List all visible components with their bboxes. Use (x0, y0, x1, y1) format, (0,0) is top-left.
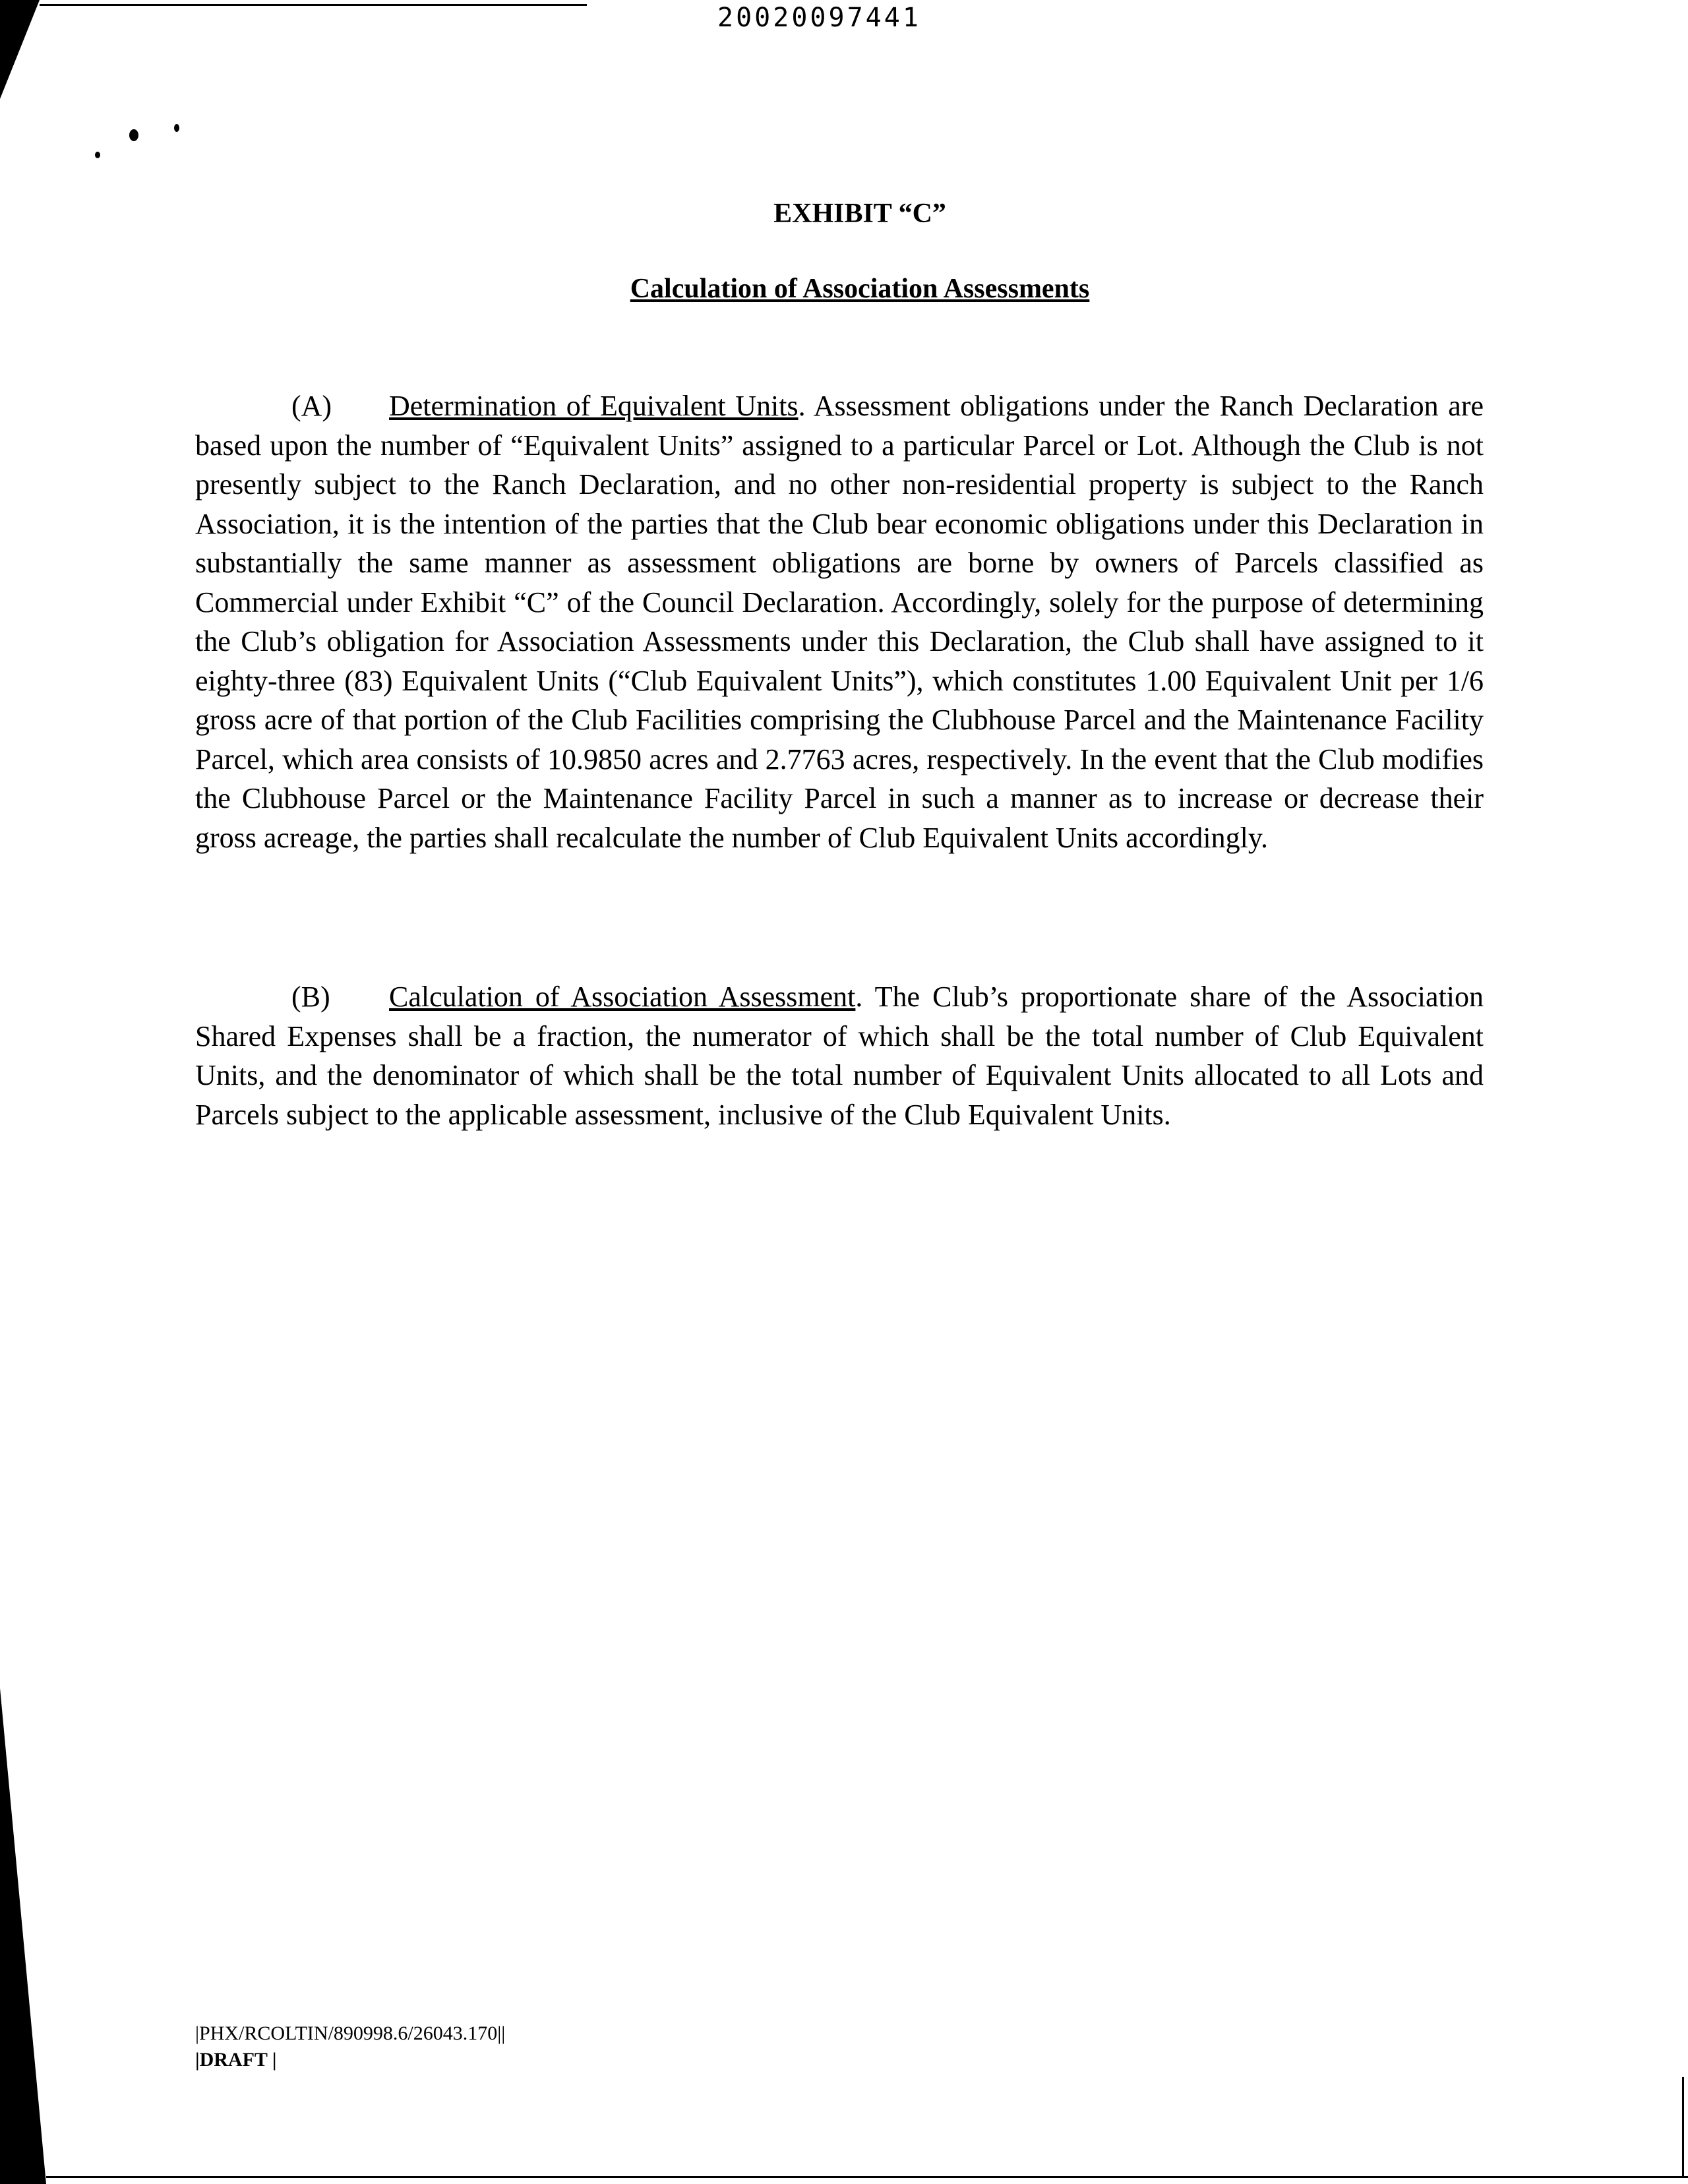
scan-line-top (40, 4, 587, 6)
paragraph-body: . Assessment obligations under the Ranch Declaration are based upon the number of “Equivalent Units” assigned to a particular Parcel or Lot. Although the Club is not presently subject to the Ranch Declaration, and no other non-residential property is subject to the Ranch Association, it is the intention of the parties that the Club bear economic obligations under this Declaration in substantially the same manner as assessment obligations are borne by owners of Parcels classified as Commercial under Exhibit “C” of the Council Declaration. Accordingly, solely for the purpose of determining the Club’s obligation for Association Assessments under this Declaration, the Club shall have assigned to it eighty-three (83) Equivalent Units (“Club Equivalent Units”), which constitutes 1.00 Equivalent Unit per 1/6 gross acre of that portion of the Club Facilities comprising the Clubhouse Parcel and the Maintenance Facility Parcel, which area consists of 10.9850 acres and 2.7763 acres, respectively. In the event that the Club modifies the Clubhouse Parcel or the Maintenance Facility Parcel in such a manner as to increase or decrease their gross acreage, the parties shall recalculate the number of Club Equivalent Units accordingly. (195, 390, 1484, 854)
footer-draft-label: |DRAFT | (195, 2049, 277, 2071)
paragraph-heading: Determination of Equivalent Units (389, 390, 799, 422)
paragraph-label: (A) (291, 390, 332, 422)
document-number: 20020097441 (717, 3, 921, 33)
scan-edge-top (0, 0, 40, 99)
exhibit-title: EXHIBIT “C” (773, 198, 946, 229)
paragraph-heading: Calculation of Association Assessment (389, 981, 856, 1013)
paragraph-a (195, 386, 1484, 857)
paragraph-b (195, 977, 1484, 1134)
scan-edge-left (0, 1688, 46, 2184)
scan-speck (129, 129, 138, 141)
paragraph-body: . The Club’s proportionate share of the Association Shared Expenses shall be a fraction, the numerator of which shall be the total number of Club Equivalent Units, and the denominator of which shall be the total number of Equivalent Units allocated to all Lots and Parcels subject to the applicable assessment, inclusive of the Club Equivalent Units. (195, 981, 1484, 1131)
footer (195, 2020, 505, 2073)
footer-reference: |PHX/RCOLTIN/890998.6/26043.170|| (195, 2022, 506, 2044)
exhibit-subtitle: Calculation of Association Assessments (630, 274, 1090, 304)
paragraph-label: (B) (291, 981, 330, 1013)
scan-line-bottom (46, 2176, 1688, 2178)
scan-speck (95, 152, 100, 158)
scan-line-right (1682, 2077, 1684, 2176)
scan-speck (174, 124, 179, 132)
